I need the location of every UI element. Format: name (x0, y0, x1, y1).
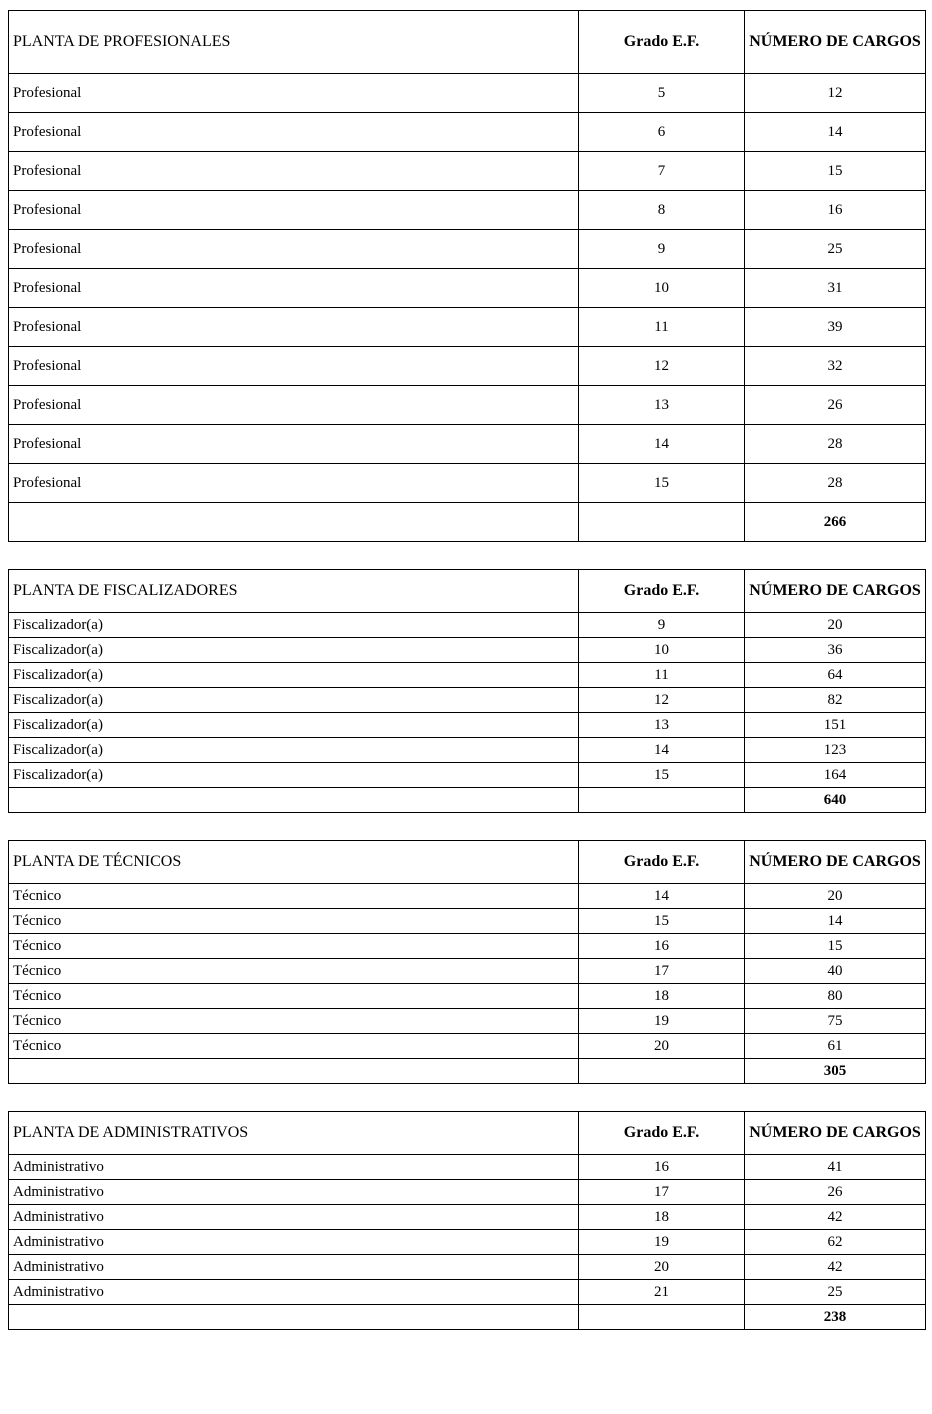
table-row (9, 191, 926, 230)
empty-cell (579, 503, 745, 542)
table-row (9, 1280, 926, 1305)
table-row (9, 74, 926, 113)
cell-position-name: Administrativo (9, 1155, 579, 1180)
cell-position-name: Profesional (9, 74, 579, 113)
cell-grado: 10 (579, 269, 745, 308)
table-row (9, 269, 926, 308)
cell-numero-cargos: 164 (745, 763, 926, 788)
table-row (9, 763, 926, 788)
cell-position-name: Técnico (9, 959, 579, 984)
cell-numero-cargos: 14 (745, 909, 926, 934)
table-row (9, 1155, 926, 1180)
col-header-numero-cargos: NÚMERO DE CARGOS (745, 570, 926, 613)
cell-grado: 11 (579, 663, 745, 688)
cell-numero-cargos: 82 (745, 688, 926, 713)
cell-grado: 12 (579, 688, 745, 713)
cell-grado: 13 (579, 713, 745, 738)
total-value: 266 (745, 503, 926, 542)
cell-numero-cargos: 28 (745, 425, 926, 464)
cell-position-name: Fiscalizador(a) (9, 738, 579, 763)
cell-numero-cargos: 39 (745, 308, 926, 347)
cell-grado: 19 (579, 1230, 745, 1255)
cell-position-name: Fiscalizador(a) (9, 688, 579, 713)
cell-position-name: Fiscalizador(a) (9, 638, 579, 663)
cell-numero-cargos: 20 (745, 884, 926, 909)
total-row (9, 788, 926, 813)
table-row (9, 1255, 926, 1280)
cell-grado: 19 (579, 1009, 745, 1034)
table-row (9, 113, 926, 152)
table-row (9, 934, 926, 959)
cell-position-name: Profesional (9, 113, 579, 152)
table-row (9, 464, 926, 503)
cell-grado: 5 (579, 74, 745, 113)
cell-grado: 21 (579, 1280, 745, 1305)
cell-grado: 9 (579, 613, 745, 638)
cell-grado: 15 (579, 909, 745, 934)
cell-numero-cargos: 14 (745, 113, 926, 152)
table-row (9, 688, 926, 713)
cell-grado: 13 (579, 386, 745, 425)
table-row (9, 909, 926, 934)
cell-position-name: Fiscalizador(a) (9, 713, 579, 738)
cell-numero-cargos: 12 (745, 74, 926, 113)
col-header-numero-cargos: NÚMERO DE CARGOS (745, 841, 926, 884)
cell-position-name: Técnico (9, 909, 579, 934)
cell-position-name: Profesional (9, 308, 579, 347)
col-header-grado: Grado E.F. (579, 1112, 745, 1155)
empty-cell (9, 788, 579, 813)
table-title: PLANTA DE FISCALIZADORES (9, 570, 579, 613)
cell-grado: 8 (579, 191, 745, 230)
table-row (9, 713, 926, 738)
table-row (9, 638, 926, 663)
cell-numero-cargos: 80 (745, 984, 926, 1009)
cell-grado: 6 (579, 113, 745, 152)
table-row (9, 1205, 926, 1230)
cell-numero-cargos: 25 (745, 230, 926, 269)
cell-grado: 20 (579, 1034, 745, 1059)
cell-position-name: Profesional (9, 230, 579, 269)
cell-position-name: Administrativo (9, 1255, 579, 1280)
tables-container (8, 10, 925, 1330)
cell-position-name: Fiscalizador(a) (9, 663, 579, 688)
empty-cell (579, 1059, 745, 1084)
total-value: 238 (745, 1305, 926, 1330)
cell-position-name: Profesional (9, 386, 579, 425)
cell-grado: 16 (579, 934, 745, 959)
cell-numero-cargos: 26 (745, 386, 926, 425)
table-row (9, 308, 926, 347)
table-row (9, 230, 926, 269)
table-row (9, 386, 926, 425)
cell-grado: 14 (579, 425, 745, 464)
cell-grado: 14 (579, 738, 745, 763)
cell-grado: 15 (579, 763, 745, 788)
cell-position-name: Profesional (9, 425, 579, 464)
cell-numero-cargos: 26 (745, 1180, 926, 1205)
table-header-row (9, 11, 926, 74)
table-body (9, 884, 926, 1084)
table-title: PLANTA DE TÉCNICOS (9, 841, 579, 884)
table-row (9, 1230, 926, 1255)
empty-cell (9, 503, 579, 542)
cell-numero-cargos: 28 (745, 464, 926, 503)
table-row (9, 613, 926, 638)
table-row (9, 1180, 926, 1205)
table-row (9, 738, 926, 763)
total-row (9, 1059, 926, 1084)
cell-grado: 14 (579, 884, 745, 909)
cell-grado: 11 (579, 308, 745, 347)
cell-numero-cargos: 123 (745, 738, 926, 763)
cell-numero-cargos: 42 (745, 1255, 926, 1280)
cell-numero-cargos: 15 (745, 934, 926, 959)
cell-numero-cargos: 75 (745, 1009, 926, 1034)
cell-numero-cargos: 20 (745, 613, 926, 638)
cell-position-name: Administrativo (9, 1280, 579, 1305)
cell-numero-cargos: 61 (745, 1034, 926, 1059)
col-header-grado: Grado E.F. (579, 841, 745, 884)
total-row (9, 503, 926, 542)
cell-numero-cargos: 62 (745, 1230, 926, 1255)
table-title: PLANTA DE ADMINISTRATIVOS (9, 1112, 579, 1155)
table-row (9, 984, 926, 1009)
cell-grado: 17 (579, 959, 745, 984)
planta-table (8, 840, 926, 1084)
cell-numero-cargos: 41 (745, 1155, 926, 1180)
table-body (9, 1155, 926, 1330)
cell-position-name: Profesional (9, 269, 579, 308)
cell-position-name: Profesional (9, 464, 579, 503)
total-value: 305 (745, 1059, 926, 1084)
cell-numero-cargos: 32 (745, 347, 926, 386)
cell-numero-cargos: 31 (745, 269, 926, 308)
cell-grado: 12 (579, 347, 745, 386)
planta-table (8, 1111, 926, 1330)
cell-position-name: Técnico (9, 934, 579, 959)
cell-grado: 18 (579, 1205, 745, 1230)
cell-numero-cargos: 25 (745, 1280, 926, 1305)
table-row (9, 425, 926, 464)
empty-cell (579, 788, 745, 813)
cell-numero-cargos: 15 (745, 152, 926, 191)
table-row (9, 663, 926, 688)
empty-cell (579, 1305, 745, 1330)
cell-numero-cargos: 40 (745, 959, 926, 984)
cell-position-name: Técnico (9, 1009, 579, 1034)
cell-position-name: Técnico (9, 984, 579, 1009)
cell-position-name: Administrativo (9, 1205, 579, 1230)
cell-grado: 15 (579, 464, 745, 503)
table-row (9, 884, 926, 909)
cell-position-name: Fiscalizador(a) (9, 763, 579, 788)
cell-numero-cargos: 16 (745, 191, 926, 230)
cell-position-name: Profesional (9, 152, 579, 191)
planta-table (8, 569, 926, 813)
table-row (9, 959, 926, 984)
cell-position-name: Profesional (9, 191, 579, 230)
total-row (9, 1305, 926, 1330)
table-body (9, 74, 926, 542)
table-row (9, 347, 926, 386)
cell-position-name: Técnico (9, 884, 579, 909)
cell-position-name: Administrativo (9, 1180, 579, 1205)
cell-grado: 7 (579, 152, 745, 191)
cell-grado: 10 (579, 638, 745, 663)
table-header-row (9, 570, 926, 613)
cell-position-name: Administrativo (9, 1230, 579, 1255)
col-header-grado: Grado E.F. (579, 570, 745, 613)
col-header-numero-cargos: NÚMERO DE CARGOS (745, 11, 926, 74)
cell-grado: 18 (579, 984, 745, 1009)
cell-numero-cargos: 42 (745, 1205, 926, 1230)
cell-position-name: Profesional (9, 347, 579, 386)
table-row (9, 152, 926, 191)
cell-grado: 16 (579, 1155, 745, 1180)
cell-grado: 20 (579, 1255, 745, 1280)
total-value: 640 (745, 788, 926, 813)
cell-position-name: Fiscalizador(a) (9, 613, 579, 638)
table-title: PLANTA DE PROFESIONALES (9, 11, 579, 74)
col-header-grado: Grado E.F. (579, 11, 745, 74)
col-header-numero-cargos: NÚMERO DE CARGOS (745, 1112, 926, 1155)
table-header-row (9, 841, 926, 884)
planta-table (8, 10, 926, 542)
cell-position-name: Técnico (9, 1034, 579, 1059)
table-header-row (9, 1112, 926, 1155)
cell-grado: 9 (579, 230, 745, 269)
empty-cell (9, 1305, 579, 1330)
table-body (9, 613, 926, 813)
table-row (9, 1034, 926, 1059)
cell-numero-cargos: 151 (745, 713, 926, 738)
table-row (9, 1009, 926, 1034)
empty-cell (9, 1059, 579, 1084)
cell-grado: 17 (579, 1180, 745, 1205)
cell-numero-cargos: 36 (745, 638, 926, 663)
cell-numero-cargos: 64 (745, 663, 926, 688)
